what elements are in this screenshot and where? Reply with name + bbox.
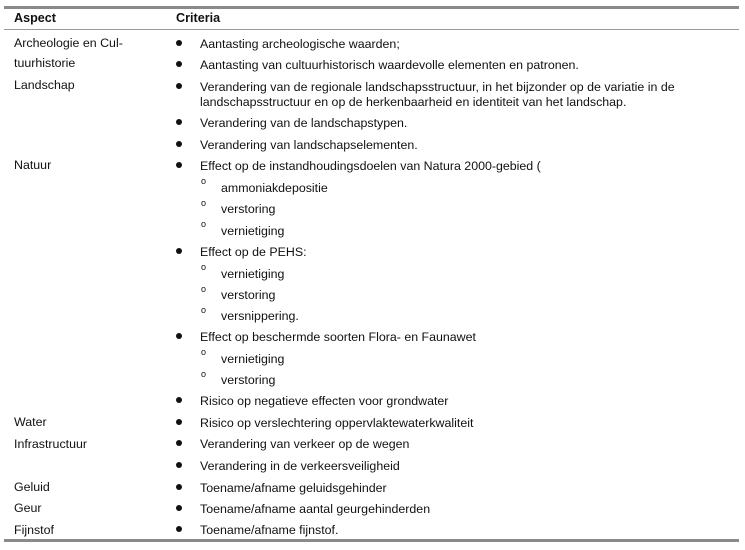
table-top-rule (4, 6, 739, 9)
bullet-icon (176, 505, 182, 511)
aspect-infrastructuur: Infrastructuur (14, 437, 87, 451)
bullet-icon (176, 397, 182, 403)
bullet-icon (176, 248, 182, 254)
criterion-item: Toename/afname fijnstof. (200, 523, 339, 537)
sub-bullet-icon: o (201, 284, 207, 294)
aspect-water: Water (14, 415, 47, 429)
bullet-icon (176, 61, 182, 67)
criterion-item: Aantasting archeologische waarden; (200, 37, 400, 51)
bullet-icon (176, 40, 182, 46)
criterion-item: Toename/afname geluidsgehinder (200, 481, 387, 495)
criterion-item: Risico op verslechtering oppervlaktewaterkwaliteit (200, 416, 474, 430)
aspect-geluid: Geluid (14, 480, 50, 494)
aspect-geur: Geur (14, 501, 42, 515)
sub-criterion-item: verstoring (221, 373, 276, 387)
header-rule (4, 29, 739, 30)
sub-criterion-item: verstoring (221, 202, 276, 216)
sub-bullet-icon: o (201, 176, 207, 186)
criterion-item: Toename/afname aantal geurgehinderden (200, 502, 431, 516)
header-aspect: Aspect (14, 11, 56, 25)
sub-bullet-icon: o (201, 219, 207, 229)
aspect-fijnstof: Fijnstof (14, 523, 54, 537)
sub-criterion-item: versnippering. (221, 309, 299, 323)
aspect-natuur: Natuur (14, 158, 52, 172)
bullet-icon (176, 419, 182, 425)
criterion-item: Verandering van verkeer op de wegen (200, 437, 410, 451)
criterion-item-continued: landschapsstructuur en op de herkenbaarheid en identiteit van het landschap. (200, 95, 627, 109)
criterion-item: Verandering van de landschapstypen. (200, 116, 408, 130)
sub-criterion-item: ammoniakdepositie (221, 181, 328, 195)
sub-bullet-icon: o (201, 262, 207, 272)
aspect-archeologie-line1: Archeologie en Cul- (14, 36, 123, 50)
bullet-icon (176, 83, 182, 89)
sub-bullet-icon: o (201, 347, 207, 357)
bullet-icon (176, 526, 182, 532)
bullet-icon (176, 141, 182, 147)
criterion-item: Verandering van de regionale landschapsstructuur, in het bijzonder op de variatie in de (200, 80, 675, 94)
sub-criterion-item: vernietiging (221, 352, 285, 366)
sub-bullet-icon: o (201, 369, 207, 379)
criterion-item: Risico op negatieve effecten voor grondwater (200, 394, 449, 408)
bullet-icon (176, 484, 182, 490)
sub-bullet-icon: o (201, 198, 207, 208)
header-criteria: Criteria (176, 11, 221, 25)
criterion-item: Effect op de instandhoudingsdoelen van Natura 2000-gebied ( (200, 159, 541, 173)
bullet-icon (176, 119, 182, 125)
sub-criterion-item: vernietiging (221, 267, 285, 281)
criterion-item: Aantasting van cultuurhistorisch waardevolle elementen en patronen. (200, 58, 579, 72)
sub-criterion-item: verstoring (221, 288, 276, 302)
sub-criterion-item: vernietiging (221, 224, 285, 238)
sub-bullet-icon: o (201, 305, 207, 315)
bullet-icon (176, 333, 182, 339)
table-bottom-rule (4, 539, 739, 542)
criterion-item: Verandering in de verkeersveiligheid (200, 459, 400, 473)
criterion-item: Verandering van landschapselementen. (200, 138, 418, 152)
bullet-icon (176, 440, 182, 446)
criterion-item: Effect op de PEHS: (200, 245, 307, 259)
bullet-icon (176, 162, 182, 168)
criterion-item: Effect op beschermde soorten Flora- en Faunawet (200, 330, 476, 344)
aspect-archeologie-line2: tuurhistorie (14, 56, 76, 70)
aspect-landschap: Landschap (14, 78, 75, 92)
bullet-icon (176, 462, 182, 468)
